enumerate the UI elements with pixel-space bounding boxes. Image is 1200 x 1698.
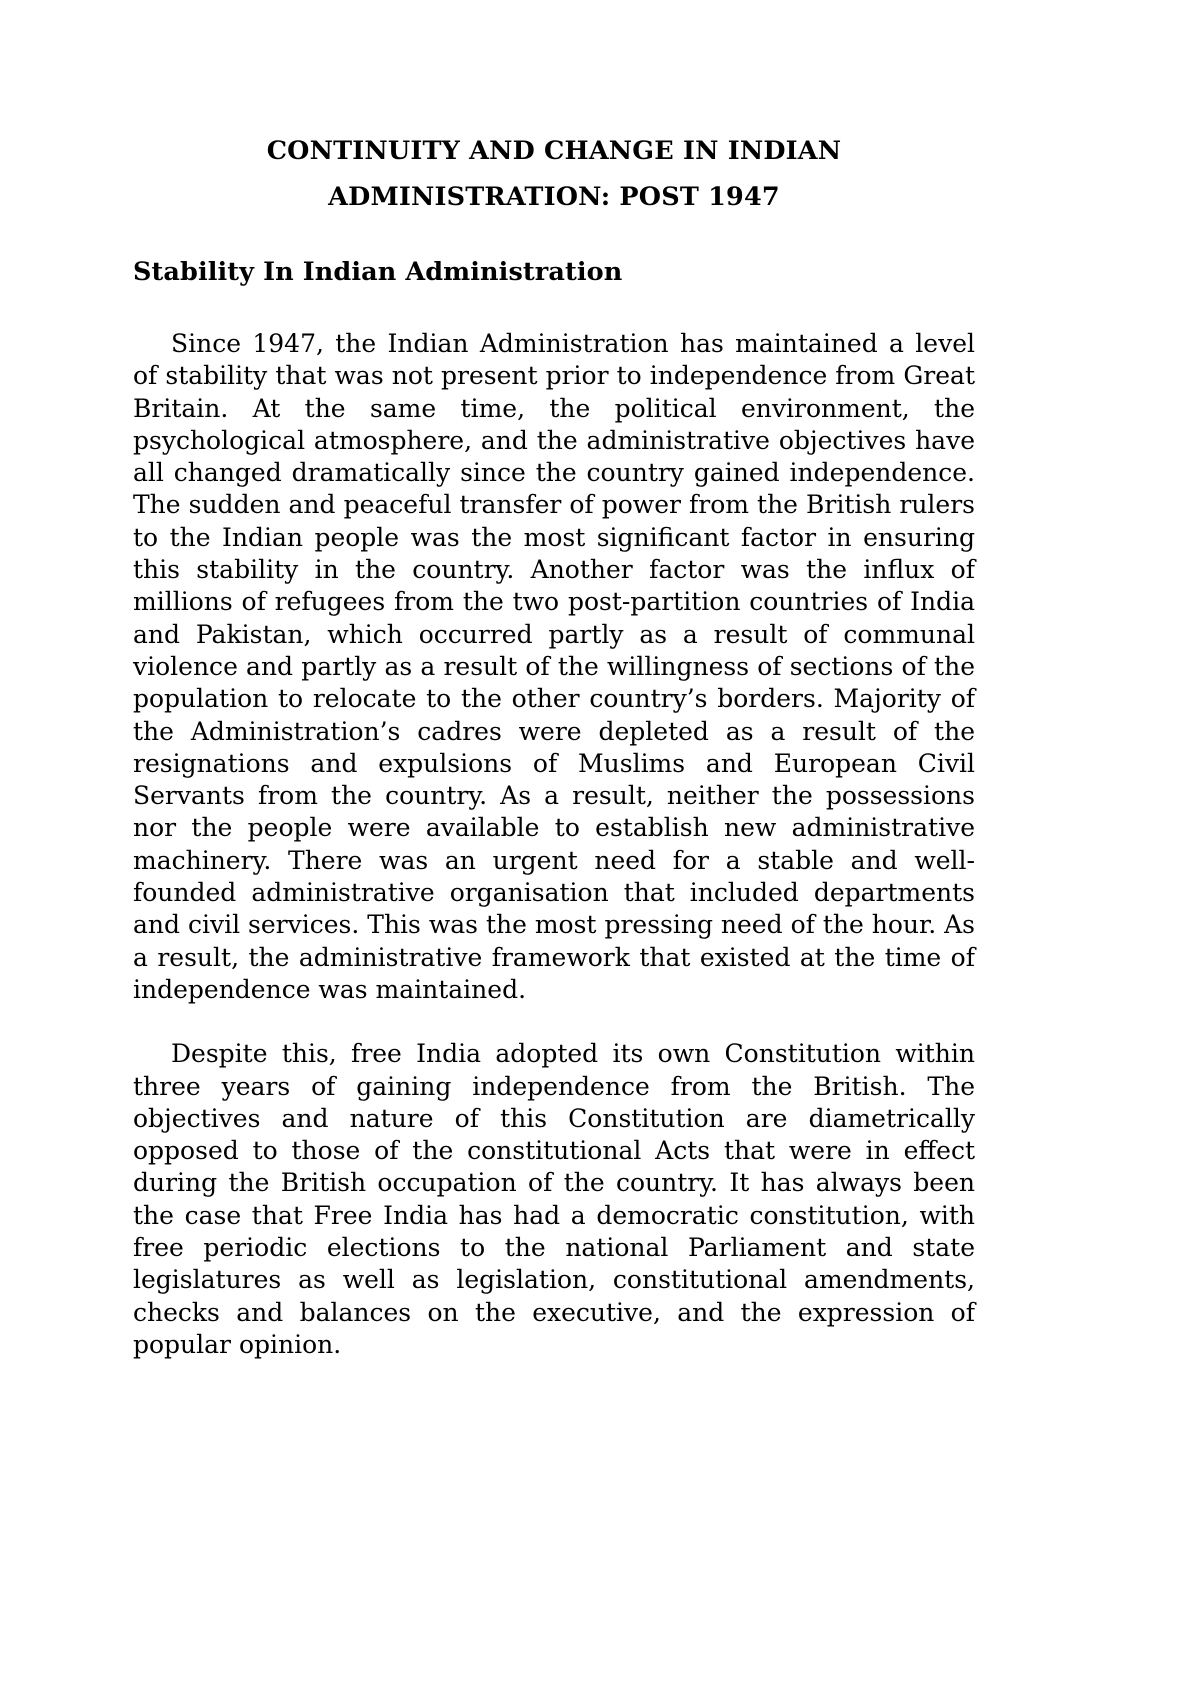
body-paragraph-1: Since 1947, the Indian Administration has maintained a level of stability that was not present prior to independence from Great Britain. At the same time, the political environment, the psychological atmosphere, and the administrative objectives have all changed dramatically since the country gained independence. The sudden and peaceful transfer of power from the British rulers to the Indian people was the most significant factor in ensuring this stability in the country. Another factor was the influx of millions of refugees from the two post-partition countries of India and Pakistan, which occurred partly as a result of communal violence and partly as a result of the willingness of sections of the population to relocate to the other country’s borders. Majority of the Administration’s cadres were depleted as a result of the resignations and expulsions of Muslims and European Civil Servants from the country. As a result, neither the possessions nor the people were available to establish new administrative machinery. There was an urgent need for a stable and well-founded administrative organisation that included departments and civil services. This was the most pressing need of the hour. As a result, the administrative framework that existed at the time of independence was maintained. <box>133 329 975 1004</box>
page-title-line-1: CONTINUITY AND CHANGE IN INDIAN <box>266 136 842 166</box>
page-title-line-2: ADMINISTRATION: POST 1947 <box>328 182 780 212</box>
document-content <box>133 0 975 1361</box>
section-heading-stability: Stability In Indian Administration <box>133 257 623 287</box>
body-paragraph-2: Despite this, free India adopted its own Constitution within three years of gaining independence from the British. The objectives and nature of this Constitution are diametrically opposed to those of the constitutional Acts that were in effect during the British occupation of the country. It has always been the case that Free India has had a democratic constitution, with free periodic elections to the national Parliament and state legislatures as well as legislation, constitutional amendments, checks and balances on the executive, and the expression of popular opinion. <box>133 1039 975 1359</box>
title-block <box>133 0 975 220</box>
page-title <box>133 128 975 220</box>
